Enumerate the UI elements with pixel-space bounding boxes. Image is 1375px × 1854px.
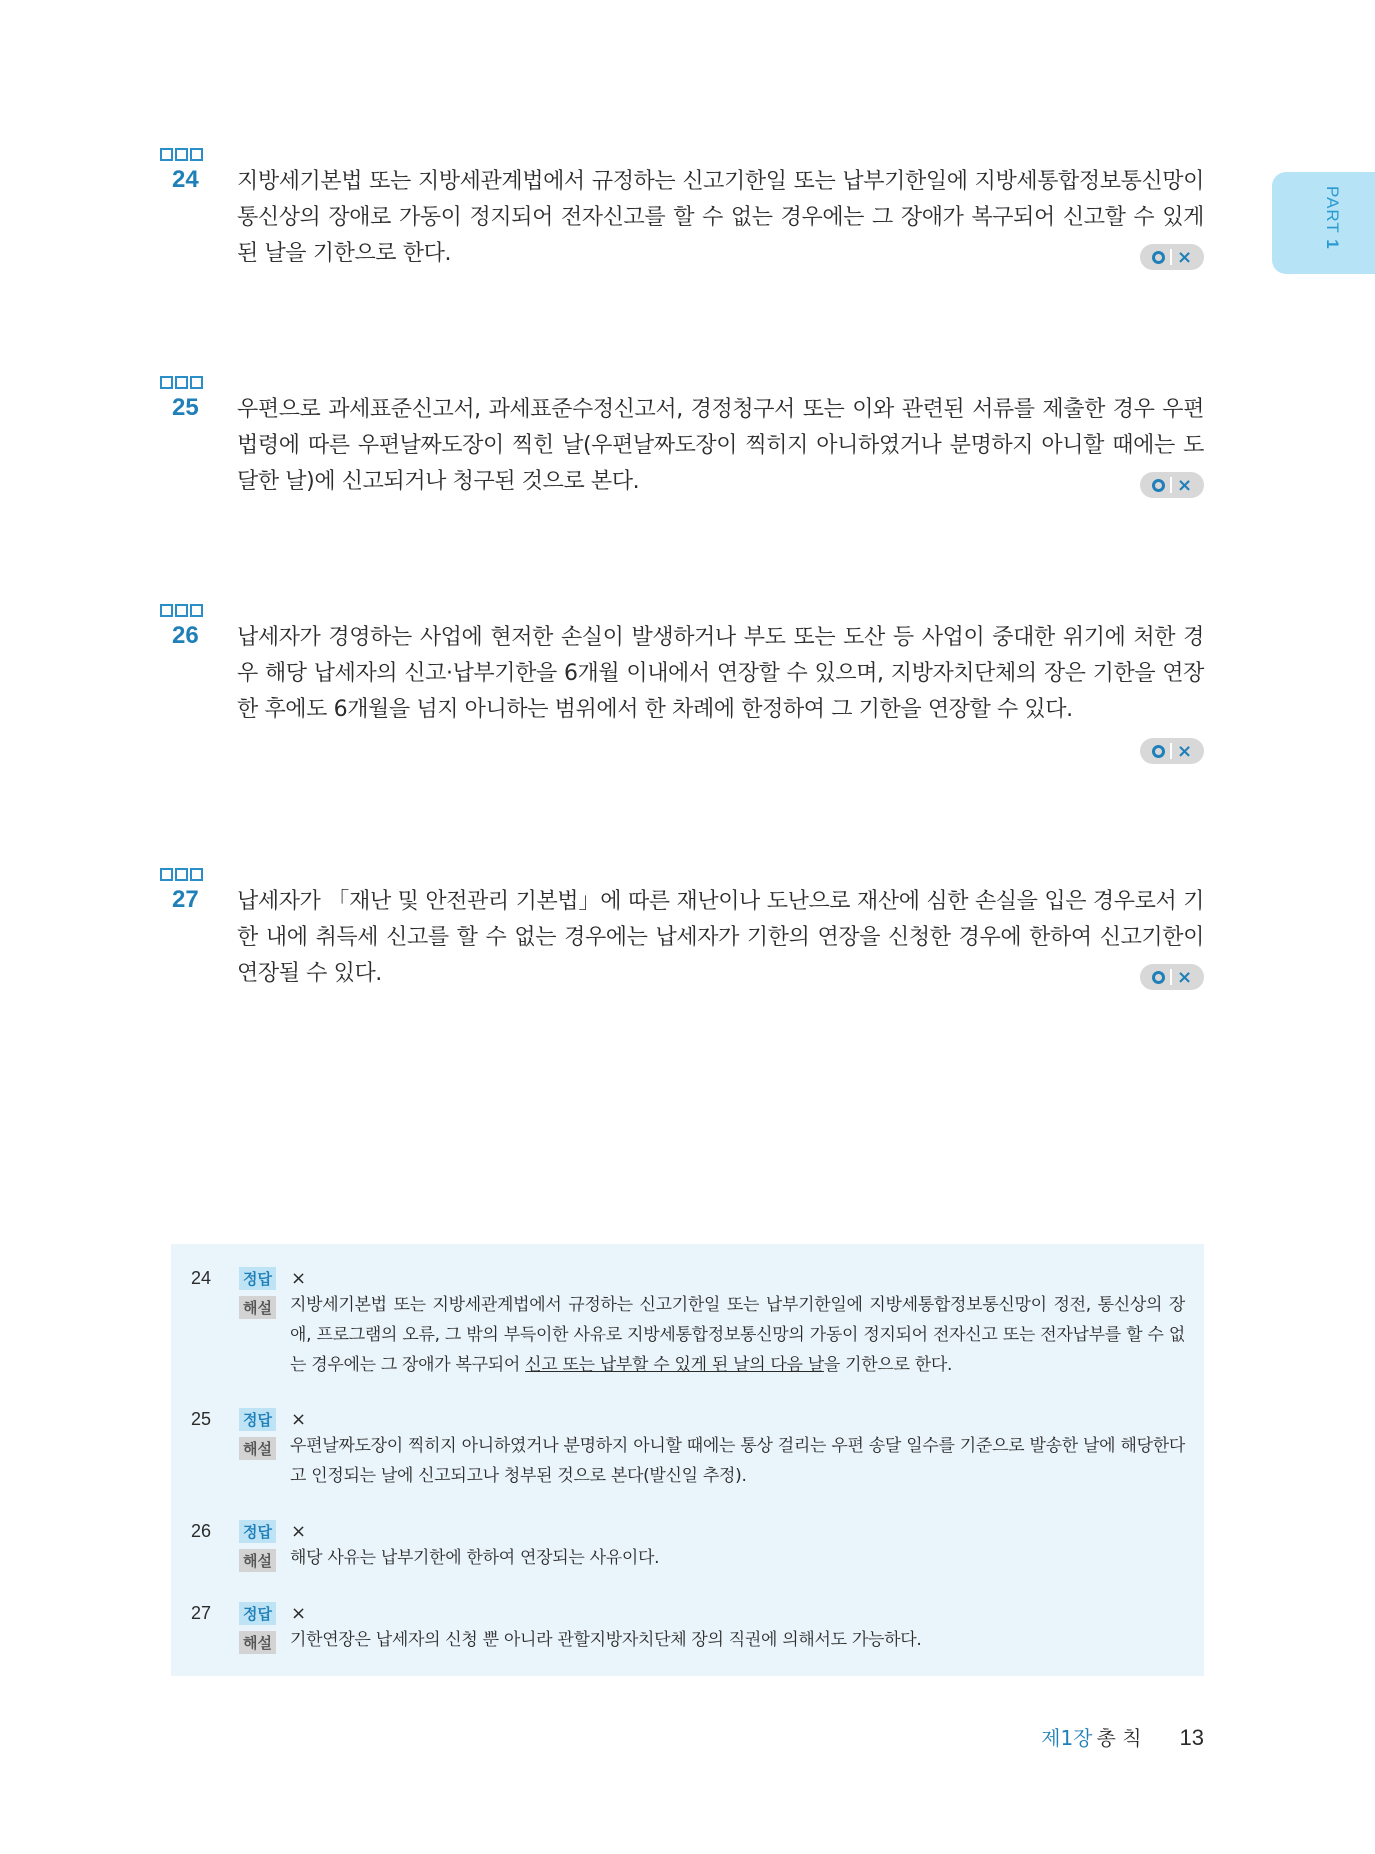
question-number: 24 [172, 166, 199, 193]
checkbox[interactable] [175, 868, 188, 881]
checkbox[interactable] [190, 868, 203, 881]
ox-toggle[interactable] [1140, 964, 1204, 990]
explanation-badge: 해설 [239, 1631, 276, 1654]
explanation-badge: 해설 [239, 1549, 276, 1572]
question-26 [160, 604, 1204, 762]
chapter-title: 총 칙 [1096, 1726, 1142, 1750]
review-checkboxes[interactable] [160, 148, 1204, 164]
checkbox[interactable] [160, 868, 173, 881]
answer-number: 25 [191, 1409, 212, 1429]
explanation-badge: 해설 [239, 1437, 276, 1460]
checkbox[interactable] [160, 376, 173, 389]
checkbox[interactable] [190, 604, 203, 617]
ox-toggle[interactable] [1140, 738, 1204, 764]
answer-number: 27 [191, 1603, 212, 1623]
checkbox[interactable] [175, 376, 188, 389]
separator [1170, 743, 1172, 759]
review-checkboxes[interactable] [160, 376, 1204, 392]
page-footer [1041, 1722, 1204, 1751]
explanation-text: 기한연장은 납세자의 신청 뿐 아니라 관할지방자치단체 장의 직권에 의해서도 가능하다. [290, 1630, 922, 1650]
explanation-badge: 해설 [239, 1296, 276, 1319]
ox-toggle[interactable] [1140, 472, 1204, 498]
question-number: 25 [172, 394, 199, 421]
answer-key-box [171, 1244, 1204, 1676]
question-text: 납세자가 「재난 및 안전관리 기본법」에 따른 재난이나 도난으로 재산에 심한 손실을 입은 경우로서 기한 내에 취득세 신고를 할 수 없는 경우에는 납세자가 기한의 연장을 신청한 경우에 한하여 신고기한이 연장될 수 있다. [237, 889, 1204, 986]
checkbox[interactable] [190, 148, 203, 161]
question-number: 27 [172, 886, 199, 913]
answer-mark: × [291, 1268, 307, 1289]
checkbox[interactable] [160, 148, 173, 161]
question-24 [160, 148, 1204, 268]
answer-badge: 정답 [239, 1520, 276, 1543]
answer-number: 26 [191, 1521, 212, 1541]
question-text: 납세자가 경영하는 사업에 현저한 손실이 발생하거나 부도 또는 도산 등 사업이 중대한 위기에 처한 경우 해당 납세자의 신고·납부기한을 6개월 이내에서 연장할 수 있으며, 지방자치단체의 장은 기한을 연장한 후에도 6개월을 넘지 아니하는 범위에서 한 차례에 한정하여 그 기한을 연장할 수 있다. [237, 625, 1204, 722]
answer-badge: 정답 [239, 1267, 276, 1290]
question-number: 26 [172, 622, 199, 649]
question-27 [160, 868, 1204, 988]
explanation-text: 지방세기본법 또는 지방세관계법에서 규정하는 신고기한일 또는 납부기한일에 지방세통합정보통신망이 정전, 통신상의 장애, 프로그램의 오류, 그 밖의 부득이한 사유로 지방세통합정보통신망의 가동이 정지되어 전자신고 또는 전자납부를 할 수 없는 경우에는 그 장애가 복구되어 신고 또는 납부할 수 있게 된 날의 다음 날을 기한으로 한다. [290, 1295, 1185, 1375]
answer-badge: 정답 [239, 1408, 276, 1431]
x-icon[interactable]: × [1176, 740, 1193, 762]
ox-toggle[interactable] [1140, 244, 1204, 270]
part-side-tab [1272, 172, 1375, 274]
o-icon[interactable] [1152, 479, 1165, 492]
underlined-text: 신고 또는 납부할 수 있게 된 날의 다음 날 [525, 1355, 824, 1375]
o-icon[interactable] [1152, 251, 1165, 264]
answer-mark: × [291, 1409, 307, 1430]
checkbox[interactable] [175, 604, 188, 617]
explanation-text: 해당 사유는 납부기한에 한하여 연장되는 사유이다. [290, 1548, 660, 1568]
x-icon[interactable]: × [1176, 474, 1193, 496]
separator [1170, 249, 1172, 265]
page-number: 13 [1179, 1725, 1204, 1750]
o-icon[interactable] [1152, 745, 1165, 758]
answer-mark: × [291, 1521, 307, 1542]
checkbox[interactable] [160, 604, 173, 617]
separator [1170, 969, 1172, 985]
answer-number: 24 [191, 1268, 212, 1288]
review-checkboxes[interactable] [160, 868, 1204, 884]
question-text: 우편으로 과세표준신고서, 과세표준수정신고서, 경정청구서 또는 이와 관련된 서류를 제출한 경우 우편법령에 따른 우편날짜도장이 찍힌 날(우편날짜도장이 찍히지 아니하였거나 분명하지 아니할 때에는 도달한 날)에 신고되거나 청구된 것으로 본다. [237, 397, 1204, 494]
question-25 [160, 376, 1204, 496]
separator [1170, 477, 1172, 493]
x-icon[interactable]: × [1176, 246, 1193, 268]
chapter-label: 제1장 [1041, 1726, 1093, 1750]
review-checkboxes[interactable] [160, 604, 1204, 620]
part-label: PART 1 [1323, 186, 1342, 250]
x-icon[interactable]: × [1176, 966, 1193, 988]
explanation-text: 우편날짜도장이 찍히지 아니하였거나 분명하지 아니할 때에는 통상 걸리는 우편 송달 일수를 기준으로 발송한 날에 해당한다고 인정되는 날에 신고되고나 청부된 것으로 본다(발신일 추정). [290, 1436, 1185, 1486]
checkbox[interactable] [175, 148, 188, 161]
answer-badge: 정답 [239, 1602, 276, 1625]
answer-mark: × [291, 1603, 307, 1624]
checkbox[interactable] [190, 376, 203, 389]
question-text: 지방세기본법 또는 지방세관계법에서 규정하는 신고기한일 또는 납부기한일에 지방세통합정보통신망이 통신상의 장애로 가동이 정지되어 전자신고를 할 수 없는 경우에는 그 장애가 복구되어 신고할 수 있게 된 날을 기한으로 한다. [237, 169, 1204, 266]
o-icon[interactable] [1152, 971, 1165, 984]
